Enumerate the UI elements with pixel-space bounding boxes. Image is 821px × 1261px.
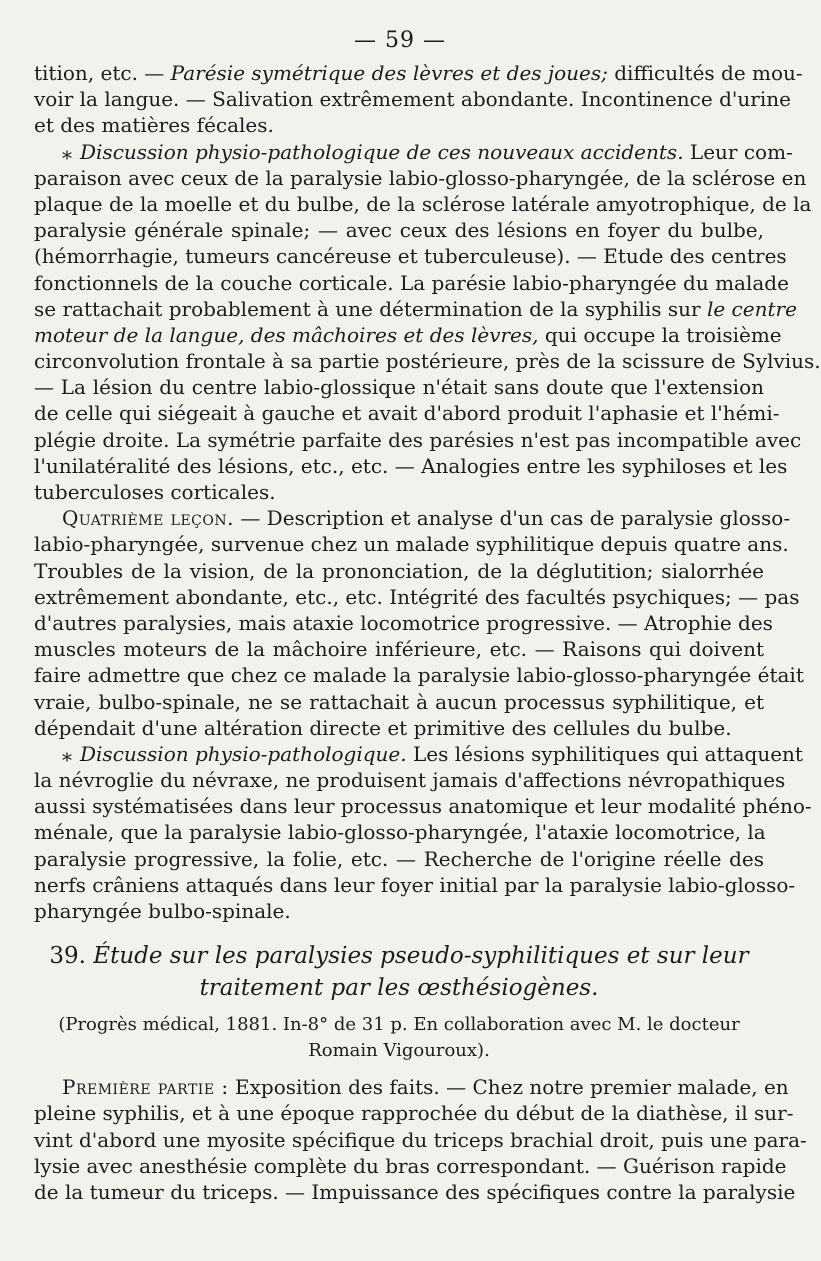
asterisk-icon: ⁎ [62, 139, 72, 164]
text-line: moteur de la langue, des mâchoires et des lèvres, qui occupe la troisième [34, 322, 782, 347]
text-line: l'unilatéralité des lésions, etc., etc. — Analogies entre les syphiloses et les [34, 453, 788, 478]
text-line: et des matières fécales. [34, 113, 274, 138]
text-line: voir la langue. — Salivation extrêmement abondante. Incontinence d'urine [34, 87, 791, 112]
text-line: circonvolution frontale à sa partie postérieure, près de la scissure de Sylvius. [34, 349, 821, 374]
text-line: ⁎ Discussion physio-pathologique de ces nouveaux accidents. Leur com- [62, 139, 793, 164]
body-text [34, 60, 821, 1205]
text-line: extrêmement abondante, etc., etc. Intégrité des facultés psychiques; — pas [34, 584, 800, 609]
text-line: pharyngée bulbo-spinale. [34, 899, 291, 923]
text-line: tuberculoses corticales. [34, 480, 276, 504]
text-line: paralysie générale spinale; — avec ceux des lésions en foyer du bulbe, [34, 218, 764, 243]
entry-title-line2: traitement par les œsthésiogènes. [199, 975, 599, 1002]
section-gap [34, 924, 764, 940]
entry-title: 39. Étude sur les paralysies pseudo-syphilitiques et sur leur [49, 943, 749, 970]
text-line: fonctionnels de la couche corticale. La parésie labio-pharyngée du malade [34, 270, 789, 295]
asterisk-icon: ⁎ [62, 741, 72, 766]
text-line: faire admettre que chez ce malade la paralysie labio-glosso-pharyngée était [34, 663, 804, 688]
text-line: dépendait d'une altération directe et primitive des cellules du bulbe. [34, 715, 732, 740]
entry-number: 39. [49, 943, 86, 970]
text-line: Troubles de la vision, de la prononciation, de la déglutition; sialorrhée [34, 558, 764, 583]
entry-citation: (Progrès médical, 1881. In-8° de 31 p. En collaboration avec M. le docteur [58, 1014, 740, 1036]
text-line: nerfs crâniens attaqués dans leur foyer initial par la paralysie labio-glosso- [34, 872, 796, 897]
text-line: vraie, bulbo-spinale, ne se rattachait à aucun processus syphilitique, et [34, 689, 764, 714]
text-line: lysie avec anesthésie complète du bras correspondant. — Guérison rapide [34, 1153, 787, 1178]
text-line: ménale, que la paralysie labio-glosso-pharyngée, l'ataxie locomotrice, la [34, 820, 766, 845]
page-number: — 59 — [354, 28, 446, 53]
text-line: paralysie progressive, la folie, etc. — Recherche de l'origine réelle des [34, 846, 764, 871]
text-line: de celle qui siégeait à gauche et avait d'abord produit l'aphasie et l'hémi- [34, 401, 780, 426]
text-line: pleine syphilis, et à une époque rapprochée du début de la diathèse, il sur- [34, 1101, 794, 1126]
entry-citation-line2: Romain Vigouroux). [308, 1040, 490, 1062]
text-line: paraison avec ceux de la paralysie labio-glosso-pharyngée, de la sclérose en [34, 165, 807, 190]
text-line: tition, etc. — Parésie symétrique des lèvres et des joues; difficultés de mou- [34, 61, 803, 85]
text-line: plégie droite. La symétrie parfaite des parésies n'est pas incompatible avec [34, 427, 802, 452]
text-line: labio-pharyngée, survenue chez un malade syphilitique depuis quatre ans. [34, 532, 789, 557]
text-line: vint d'abord une myosite spécifique du triceps brachial droit, puis une para- [34, 1127, 807, 1152]
text-line: se rattachait probablement à une détermination de la syphilis sur le centre [34, 296, 797, 321]
text-line: la névroglie du névraxe, ne produisent jamais d'affections névropathiques [34, 768, 786, 793]
text-line: Première partie : Exposition des faits. — Chez notre premier malade, en [62, 1075, 789, 1100]
text-line: de la tumeur du triceps. — Impuissance des spécifiques contre la paralysie [34, 1179, 796, 1204]
lecture-heading: Quatrième leçon. [62, 506, 234, 531]
part-heading: Première partie : [62, 1075, 229, 1100]
text-line: plaque de la moelle et du bulbe, de la sclérose latérale amyotrophique, de la [34, 191, 812, 216]
text-line: d'autres paralysies, mais ataxie locomotrice progressive. — Atrophie des [34, 610, 773, 635]
text-line: Quatrième leçon. — Description et analyse d'un cas de paralysie glosso- [62, 506, 791, 531]
text-line: aussi systématisées dans leur processus anatomique et leur modalité phéno- [34, 794, 812, 819]
text-line: (hémorrhagie, tumeurs cancéreuse et tuberculeuse). — Etude des centres [34, 244, 787, 269]
text-line: — La lésion du centre labio-glossique n'était sans doute que l'extension [34, 375, 764, 400]
text-line: ⁎ Discussion physio-pathologique. Les lésions syphilitiques qui attaquent [62, 741, 803, 766]
text-line: muscles moteurs de la mâchoire inférieure, etc. — Raisons qui doivent [34, 637, 764, 662]
